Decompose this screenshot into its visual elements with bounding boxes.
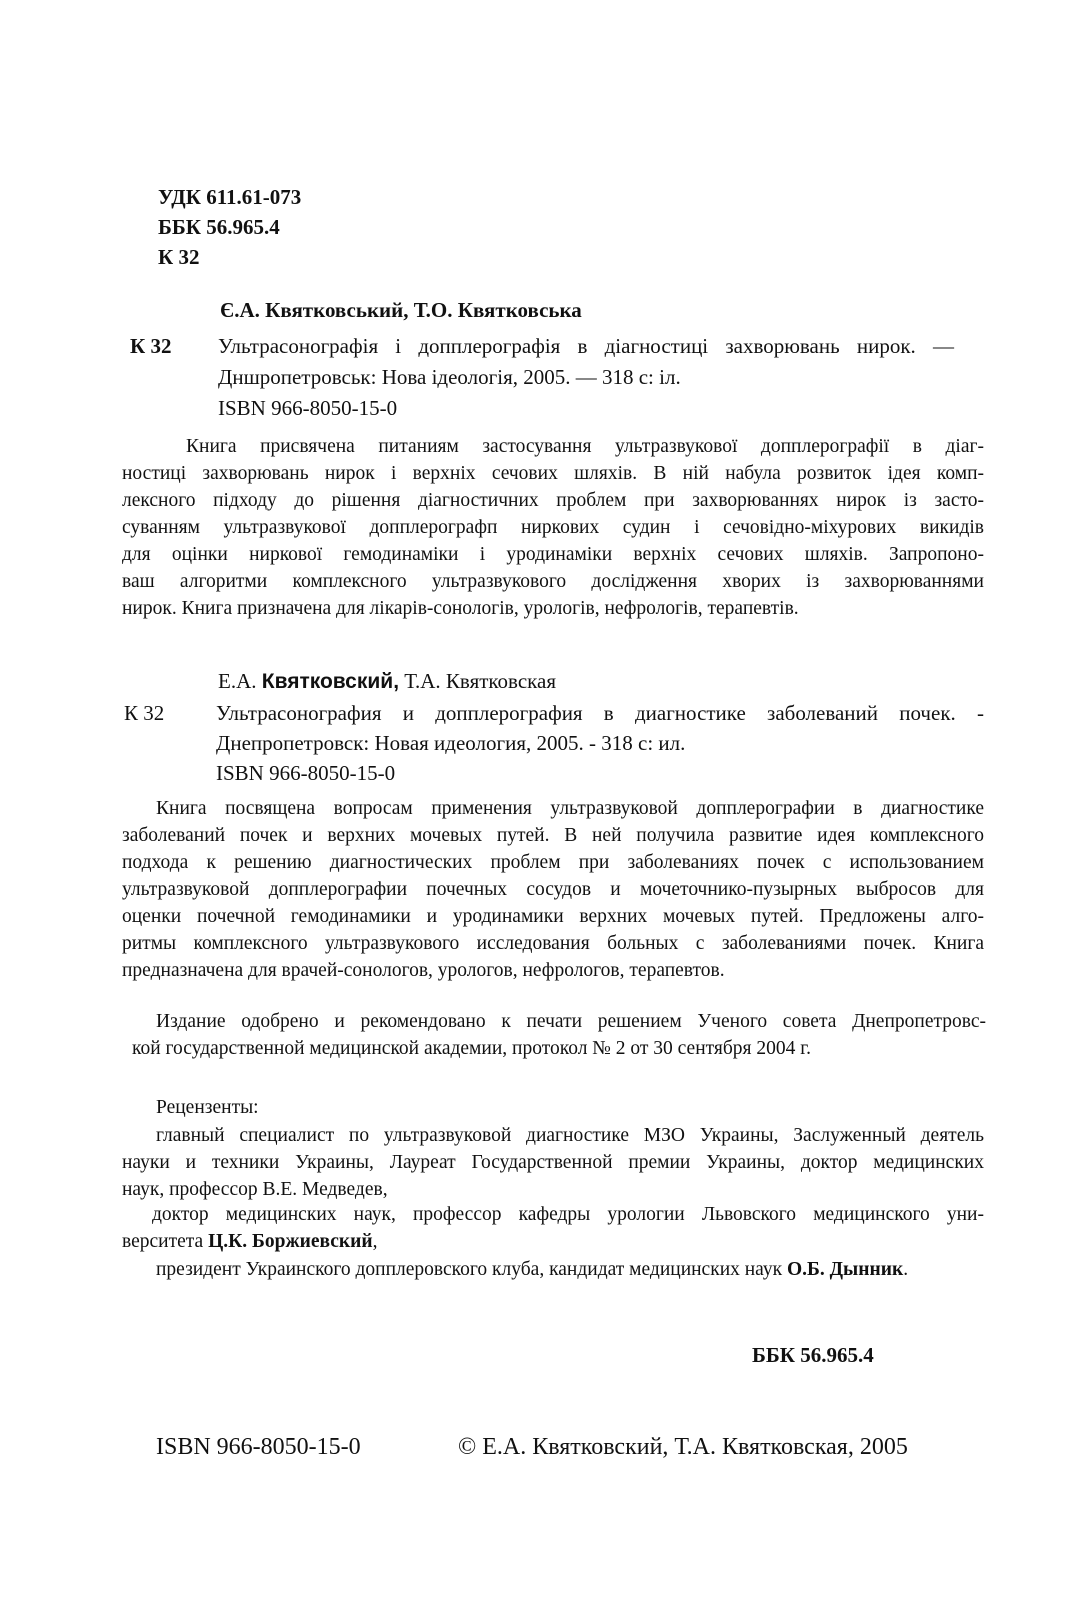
ukrainian-abstract-line: Книга присвячена питаниям застосування ультразвукової допплерографії в діаг- [186, 436, 984, 457]
reviewer-3-text: президент Украинского допплеровского клуба, кандидат медицинских наук [156, 1259, 787, 1280]
reviewer-2-suffix: , [372, 1231, 378, 1252]
reviewer-3-name: О.Б. Дынник [786, 1259, 904, 1280]
k-code: К 32 [158, 245, 200, 269]
russian-isbn: ISBN 966-8050-15-0 [216, 761, 396, 785]
reviewers-heading: Рецензенты: [156, 1097, 259, 1118]
ukrainian-authors: Є.А. Квятковський, Т.О. Квятковська [220, 298, 582, 322]
reviewer-3-line [156, 1256, 986, 1283]
russian-abstract [122, 795, 984, 984]
bbk-code: ББК 56.965.4 [158, 215, 280, 239]
russian-authors [218, 668, 556, 695]
russian-author1-initials: Е.А. [218, 669, 257, 693]
russian-abstract-line: подхода к решению диагностических проблем при заболеваниях почек с использованием [122, 852, 984, 873]
russian-k-code: К 32 [124, 701, 165, 725]
ukrainian-abstract [122, 433, 984, 622]
russian-abstract-line: Книга посвящена вопросам применения ультразвуковой допплерографии в диагностике [156, 798, 984, 819]
russian-title-line-1: Ультрасонография и допплерография в диагностике заболеваний почек. - [216, 701, 984, 725]
ukrainian-abstract-line: нирок. Книга призначена для лікарів-сонологів, урологів, нефрологів, терапевтів. [122, 598, 799, 619]
ukrainian-title-line-1: Ультрасонографія і допплерографія в діагностиці захворювань нирок. — [218, 334, 954, 358]
footer-isbn: ISBN 966-8050-15-0 [156, 1434, 361, 1460]
russian-abstract-line: оценки почечной гемодинамики и уродинамики верхних мочевых путей. Предложены алго- [122, 906, 984, 927]
ukrainian-abstract-line: лексного підходу до рішення діагностичних проблем при захворюваннях нирок із засто- [122, 490, 984, 511]
reviewer-1 [122, 1122, 984, 1203]
reviewer-2-name: Ц.К. Боржиевский [208, 1231, 373, 1252]
russian-abstract-line: заболеваний почек и верхних мочевых путей. В ней получила развитие идея комплексного [122, 825, 984, 846]
reviewer-3-suffix: . [903, 1259, 909, 1280]
russian-author2: Т.А. Квятковская [404, 669, 557, 693]
russian-author1-surname: Квятковский, [261, 670, 400, 693]
ukrainian-abstract-line: для оцінки ниркової гемодинаміки і уродинаміки верхніх сечових шляхів. Запропоно- [122, 544, 984, 565]
reviewer-2-line [122, 1228, 984, 1255]
ukrainian-abstract-line: суванням ультразвукової допплерографп ниркових судин і сечовідно-міхурових викидів [122, 517, 984, 538]
russian-abstract-line: ритмы комплексного ультразвукового исследования больных с заболеваниями почек. Книга [122, 933, 984, 954]
reviewer-1-line: главный специалист по ультразвуковой диагностике МЗО Украины, Заслуженный деятель [156, 1125, 984, 1146]
ukrainian-k-code: К 32 [130, 334, 172, 358]
reviewer-2-line: доктор медицинских наук, профессор кафедры урологии Львовского медицинского уни- [152, 1204, 984, 1225]
russian-abstract-line: предназначена для врачей-сонологов, урологов, нефрологов, терапевтов. [122, 960, 725, 981]
reviewer-2-prefix: верситета [122, 1231, 209, 1252]
approval-line: Издание одобрено и рекомендовано к печати решением Ученого совета Днепропетровс- [156, 1011, 986, 1032]
ukrainian-abstract-line: ваш алгоритми комплексного ультразвукового дослідження хворих із захворюваннями [122, 571, 984, 592]
ukrainian-title-line-2: Дншропетровськ: Нова ідеологія, 2005. — 318 с: іл. [218, 365, 681, 389]
udk-code: УДК 611.61-073 [158, 185, 302, 209]
russian-abstract-line: ультразвуковой допплерографии почечных сосудов и мочеточнико-пузырных выбросов для [122, 879, 984, 900]
footer-copyright: © Е.А. Квятковский, Т.А. Квятковская, 2005 [458, 1434, 908, 1460]
reviewer-2 [122, 1201, 984, 1255]
footer-bbk: ББК 56.965.4 [752, 1343, 874, 1367]
approval-line: кой государственной медицинской академии, протокол № 2 от 30 сентября 2004 г. [132, 1038, 811, 1059]
reviewer-3 [156, 1256, 986, 1283]
reviewer-1-line: науки и техники Украины, Лауреат Государственной премии Украины, доктор медицинских [122, 1152, 984, 1173]
ukrainian-abstract-line: ностиці захворювань нирок і верхніх сечових шляхів. В ній набула розвиток ідея комп- [122, 463, 984, 484]
ukrainian-isbn: ISBN 966-8050-15-0 [218, 396, 398, 420]
approval-note [132, 1008, 986, 1062]
russian-title-line-2: Днепропетровск: Новая идеология, 2005. - 318 с: ил. [216, 731, 686, 755]
reviewer-1-line: наук, профессор В.Е. Медведев, [122, 1179, 388, 1200]
